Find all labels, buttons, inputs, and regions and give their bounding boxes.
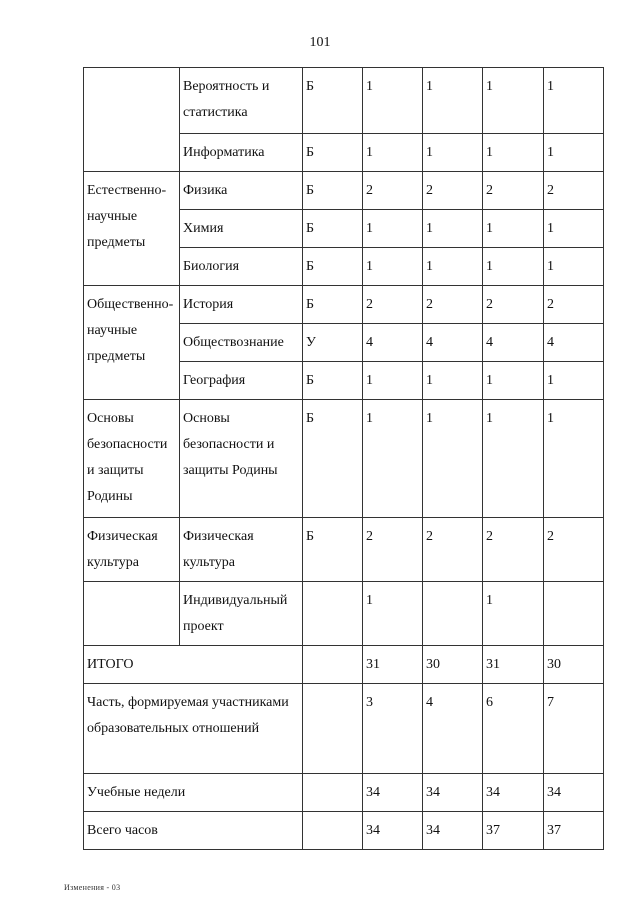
table-row <box>84 518 604 582</box>
hours-cell: 2 <box>544 286 604 324</box>
hours-cell: 34 <box>544 774 604 812</box>
hours-cell <box>544 582 604 646</box>
subject-cell: Информатика <box>180 134 303 172</box>
level-cell: Б <box>303 134 363 172</box>
hours-cell: 1 <box>363 400 423 518</box>
hours-cell: 34 <box>423 774 483 812</box>
hours-cell: 2 <box>363 172 423 210</box>
subject-area-cell: Естественно-научные предметы <box>84 172 180 286</box>
level-cell <box>303 582 363 646</box>
hours-cell: 1 <box>483 582 544 646</box>
hours-cell: 7 <box>544 684 604 774</box>
subject-cell: Индивидуальный проект <box>180 582 303 646</box>
hours-cell: 1 <box>423 68 483 134</box>
table-row-total-hours <box>84 812 604 850</box>
table-row-total <box>84 646 604 684</box>
subject-cell: Физика <box>180 172 303 210</box>
hours-cell: 1 <box>423 248 483 286</box>
table-row <box>84 172 604 210</box>
level-cell: Б <box>303 400 363 518</box>
summary-label-cell: ИТОГО <box>84 646 303 684</box>
subject-area-cell <box>84 582 180 646</box>
level-cell <box>303 684 363 774</box>
hours-cell: 1 <box>483 210 544 248</box>
hours-cell: 1 <box>483 134 544 172</box>
hours-cell: 1 <box>423 362 483 400</box>
hours-cell: 30 <box>423 646 483 684</box>
level-cell <box>303 812 363 850</box>
hours-cell: 1 <box>544 68 604 134</box>
hours-cell: 4 <box>544 324 604 362</box>
hours-cell: 4 <box>483 324 544 362</box>
hours-cell: 2 <box>483 518 544 582</box>
hours-cell: 1 <box>363 210 423 248</box>
table-row <box>84 400 604 518</box>
table-row-elective-part <box>84 684 604 774</box>
level-cell: Б <box>303 248 363 286</box>
subject-cell: Физическая культура <box>180 518 303 582</box>
level-cell: Б <box>303 362 363 400</box>
table-row <box>84 286 604 324</box>
hours-cell: 1 <box>544 248 604 286</box>
subject-area-cell: Физическая культура <box>84 518 180 582</box>
hours-cell: 1 <box>363 248 423 286</box>
hours-cell: 1 <box>483 68 544 134</box>
table-row-weeks <box>84 774 604 812</box>
subject-cell: Обществознание <box>180 324 303 362</box>
hours-cell <box>423 582 483 646</box>
hours-cell: 2 <box>483 172 544 210</box>
hours-cell: 2 <box>483 286 544 324</box>
hours-cell: 6 <box>483 684 544 774</box>
hours-cell: 2 <box>423 286 483 324</box>
subject-cell: География <box>180 362 303 400</box>
page-number: 101 <box>309 35 331 50</box>
summary-label-cell: Часть, формируемая участниками образовательных отношений <box>84 684 303 774</box>
hours-cell: 34 <box>363 812 423 850</box>
table-row <box>84 68 604 134</box>
table-row <box>84 582 604 646</box>
hours-cell: 37 <box>483 812 544 850</box>
hours-cell: 2 <box>544 518 604 582</box>
hours-cell: 1 <box>544 210 604 248</box>
level-cell: Б <box>303 210 363 248</box>
hours-cell: 30 <box>544 646 604 684</box>
subject-area-cell <box>84 68 180 172</box>
hours-cell: 4 <box>363 324 423 362</box>
hours-cell: 1 <box>544 362 604 400</box>
hours-cell: 2 <box>423 518 483 582</box>
hours-cell: 2 <box>423 172 483 210</box>
level-cell: Б <box>303 286 363 324</box>
hours-cell: 2 <box>363 518 423 582</box>
subject-area-cell: Основы безопасности и защиты Родины <box>84 400 180 518</box>
level-cell <box>303 646 363 684</box>
level-cell: У <box>303 324 363 362</box>
hours-cell: 1 <box>483 362 544 400</box>
curriculum-table <box>83 67 604 850</box>
level-cell: Б <box>303 68 363 134</box>
hours-cell: 34 <box>423 812 483 850</box>
hours-cell: 2 <box>544 172 604 210</box>
hours-cell: 1 <box>363 68 423 134</box>
hours-cell: 37 <box>544 812 604 850</box>
level-cell: Б <box>303 518 363 582</box>
hours-cell: 1 <box>363 134 423 172</box>
subject-cell: Биология <box>180 248 303 286</box>
level-cell: Б <box>303 172 363 210</box>
hours-cell: 3 <box>363 684 423 774</box>
hours-cell: 2 <box>363 286 423 324</box>
subject-cell: Химия <box>180 210 303 248</box>
hours-cell: 1 <box>544 400 604 518</box>
hours-cell: 1 <box>423 210 483 248</box>
hours-cell: 1 <box>423 134 483 172</box>
hours-cell: 1 <box>544 134 604 172</box>
hours-cell: 34 <box>483 774 544 812</box>
hours-cell: 31 <box>363 646 423 684</box>
summary-label-cell: Всего часов <box>84 812 303 850</box>
footer-revision: Изменения - 03 <box>64 883 121 892</box>
hours-cell: 1 <box>483 400 544 518</box>
summary-label-cell: Учебные недели <box>84 774 303 812</box>
subject-area-cell: Общественно-научные предметы <box>84 286 180 400</box>
hours-cell: 4 <box>423 324 483 362</box>
hours-cell: 4 <box>423 684 483 774</box>
subject-cell: Вероятность и статистика <box>180 68 303 134</box>
hours-cell: 34 <box>363 774 423 812</box>
hours-cell: 1 <box>483 248 544 286</box>
hours-cell: 1 <box>363 362 423 400</box>
hours-cell: 1 <box>363 582 423 646</box>
subject-cell: История <box>180 286 303 324</box>
hours-cell: 1 <box>423 400 483 518</box>
subject-cell: Основы безопасности и защиты Родины <box>180 400 303 518</box>
hours-cell: 31 <box>483 646 544 684</box>
level-cell <box>303 774 363 812</box>
